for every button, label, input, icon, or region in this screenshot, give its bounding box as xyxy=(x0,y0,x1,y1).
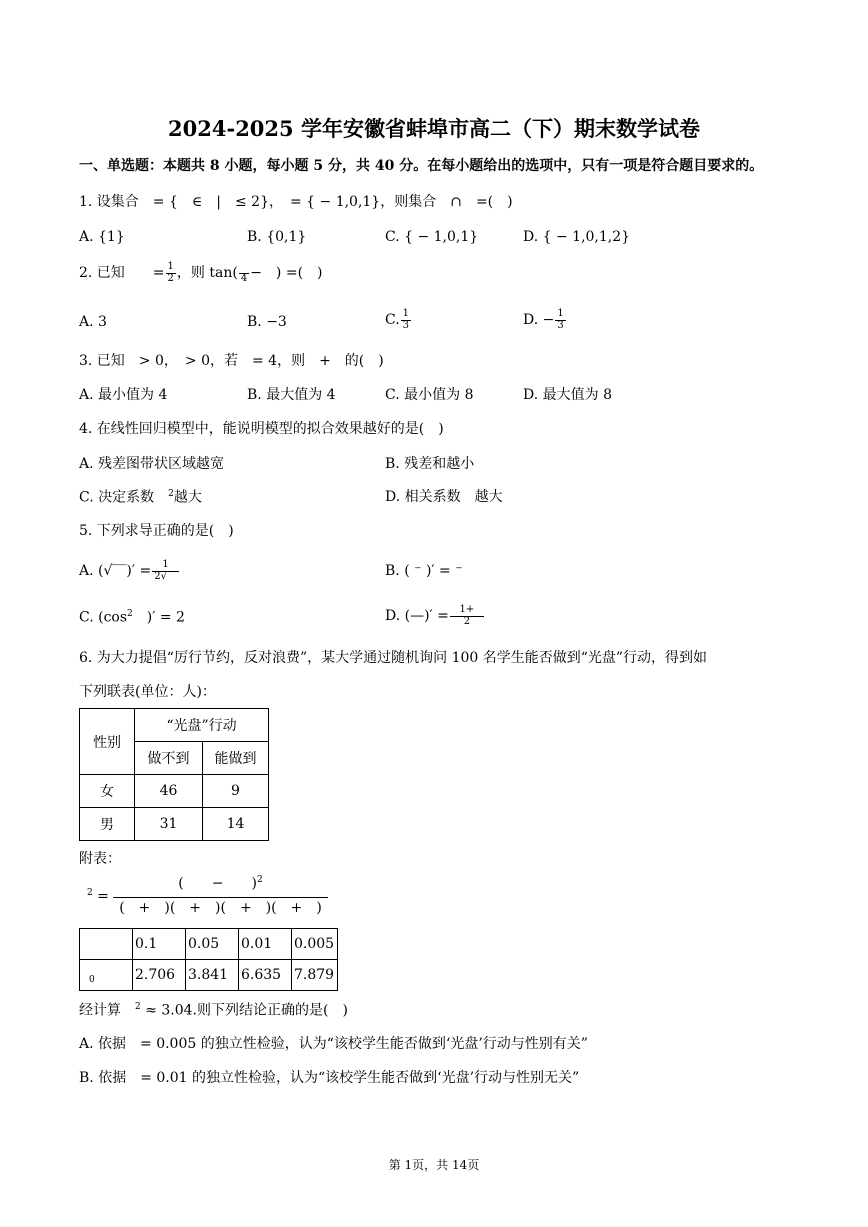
table-header-gender: 性别 xyxy=(80,709,135,775)
formula-fraction-bar xyxy=(113,897,328,898)
table-cell: 14 xyxy=(203,808,269,841)
q5-c-pre: C. (cos xyxy=(79,609,128,626)
q5-option-a xyxy=(79,560,180,582)
q1-option-b: B. {0,1} xyxy=(247,229,307,245)
q2-stem xyxy=(79,262,323,284)
q2-option-c xyxy=(385,309,412,331)
table-cell: 46 xyxy=(135,775,203,808)
q2-option-c-label: C. xyxy=(385,312,400,328)
q2-c-den: 3 xyxy=(402,319,410,331)
q2-c-num: 1 xyxy=(402,308,410,319)
table-cell: 6.635 xyxy=(239,960,292,991)
formula-numerator xyxy=(113,875,328,892)
q2-stem-mid: ，则 tan( xyxy=(176,265,238,281)
critical-value-table xyxy=(79,928,338,991)
formula-num-text: ( − ) xyxy=(178,875,257,892)
q5-d-num: 1+ xyxy=(450,605,484,617)
table-header-action: “光盘”行动 xyxy=(135,709,269,742)
q2-pi-den: 4 xyxy=(240,272,248,284)
formula-denominator: ( + )( + )( + )( + ) xyxy=(119,900,322,916)
calc-sup: 2 xyxy=(135,1002,141,1012)
q2-half-den: 2 xyxy=(167,272,174,284)
table-cell xyxy=(80,929,133,960)
q5-option-d xyxy=(385,605,485,627)
q1-option-a: A. {1} xyxy=(79,229,125,245)
q2-option-d-label: D. − xyxy=(523,312,555,328)
table-row xyxy=(80,929,338,960)
table-cell: 2.706 xyxy=(133,960,186,991)
q3-stem: 3. 已知 > 0， > 0，若 = 4，则 + 的( ) xyxy=(79,353,384,369)
contingency-table xyxy=(79,708,269,841)
table-row xyxy=(80,808,269,841)
table-cell: 0.05 xyxy=(186,929,239,960)
q2-pi-fraction xyxy=(239,262,249,284)
chi-sq-sup: 2 xyxy=(87,888,93,898)
q2-half-fraction xyxy=(166,262,176,284)
q4-option-b: B. 残差和越小 xyxy=(385,456,475,472)
table-header-can: 能做到 xyxy=(203,742,269,775)
table-cell: 0.01 xyxy=(239,929,292,960)
q5-d-fraction xyxy=(450,605,484,627)
table-row xyxy=(80,960,338,991)
q2-option-a: A. 3 xyxy=(79,314,107,330)
q2-pi-num xyxy=(239,262,249,274)
table-cell-label: 女 xyxy=(80,775,135,808)
q4-option-c-label: C. 决定系数 xyxy=(79,489,155,506)
q6-option-a: A. 依据 = 0.005 的独立性检验，认为“该校学生能否做到‘光盘’行动与性别有关” xyxy=(79,1036,588,1052)
q2-option-d-fraction xyxy=(555,309,565,331)
q4-stem: 4. 在线性回归模型中，能说明模型的拟合效果越好的是( ) xyxy=(79,421,444,437)
appendix-label: 附表： xyxy=(79,851,121,867)
q6-stem-line1: 6. 为大力提倡“厉行节约，反对浪费”，某大学通过随机询问 100 名学生能否做到“光盘”行动，得到如 xyxy=(79,650,708,666)
q6-stem-line2: 下列联表(单位：人)： xyxy=(79,684,216,700)
q1-stem: 1. 设集合 = { ∈ | ≤ 2}， = { − 1,0,1}，则集合 ∩ =( ) xyxy=(79,194,513,210)
q3-option-c: C. 最小值为 8 xyxy=(385,387,474,403)
q5-a-num: 1 xyxy=(152,560,179,572)
q3-option-a: A. 最小值为 4 xyxy=(79,387,168,403)
q1-option-d: D. { − 1,0,1,2} xyxy=(523,229,631,245)
section-heading: 一、单选题：本题共 8 小题，每小题 5 分，共 40 分。在每小题给出的选项中，只有一项是符合题目要求的。 xyxy=(79,158,764,174)
q5-a-pre: A. (√‾‾)′ = xyxy=(79,563,152,579)
q2-option-b: B. −3 xyxy=(247,314,287,330)
q3-option-d: D. 最大值为 8 xyxy=(523,387,612,403)
q2-d-num: 1 xyxy=(557,308,564,319)
q2-half-num: 1 xyxy=(167,261,174,272)
table-cell-label xyxy=(80,960,133,991)
table-cell: 7.879 xyxy=(292,960,338,991)
q2-option-d xyxy=(523,309,567,331)
formula-num-sup: 2 xyxy=(256,875,263,885)
table-cell: 31 xyxy=(135,808,203,841)
q4-c-sup: 2 xyxy=(168,489,174,499)
q3-option-b: B. 最大值为 4 xyxy=(247,387,336,403)
q5-stem: 5. 下列求导正确的是( ) xyxy=(79,523,234,539)
table-row xyxy=(80,775,269,808)
q4-option-c xyxy=(79,489,202,506)
page-title: 2024-2025 学年安徽省蚌埠市高二（下）期末数学试卷 xyxy=(168,116,700,141)
q2-stem-post: − ) =( ) xyxy=(250,265,323,281)
calc-post: ≈ 3.04.则下列结论正确的是( ) xyxy=(145,1002,348,1019)
chi-square-symbol: $^2$ = xyxy=(87,888,109,905)
q5-option-c xyxy=(79,609,185,626)
q4-option-d: D. 相关系数 越大 xyxy=(385,489,503,505)
q5-c-post: )′ = 2 xyxy=(146,609,185,626)
q5-a-den: 2√‾‾ xyxy=(154,570,177,582)
page-footer: 第 1页，共 14页 xyxy=(388,1158,480,1172)
q2-option-c-fraction xyxy=(401,309,411,331)
q2-d-den: 3 xyxy=(557,319,564,331)
table-cell: 0.1 xyxy=(133,929,186,960)
q6-calc xyxy=(79,1002,348,1019)
table-cell-label: 男 xyxy=(80,808,135,841)
row2-sub: 0 xyxy=(89,974,95,985)
q5-option-b: B. ( ⁻ )′ = ⁻ xyxy=(385,563,463,579)
q6-option-b: B. 依据 = 0.01 的独立性检验，认为“该校学生能否做到‘光盘’行动与性别无关” xyxy=(79,1070,580,1086)
calc-pre: 经计算 xyxy=(79,1002,121,1019)
q5-d-pre: D. (—)′ = xyxy=(385,608,449,624)
table-cell: 9 xyxy=(203,775,269,808)
q4-option-a: A. 残差图带状区域越宽 xyxy=(79,456,225,472)
table-header-cannot: 做不到 xyxy=(135,742,203,775)
q5-c-sup: 2 xyxy=(127,609,133,619)
q5-a-fraction xyxy=(152,560,179,582)
q5-d-den: 2 xyxy=(463,615,471,627)
table-cell: 3.841 xyxy=(186,960,239,991)
q4-c-post: 越大 xyxy=(173,489,202,506)
table-cell: 0.005 xyxy=(292,929,338,960)
q2-stem-pre: 2. 已知 = xyxy=(79,265,165,281)
q1-option-c: C. { − 1,0,1} xyxy=(385,229,479,245)
